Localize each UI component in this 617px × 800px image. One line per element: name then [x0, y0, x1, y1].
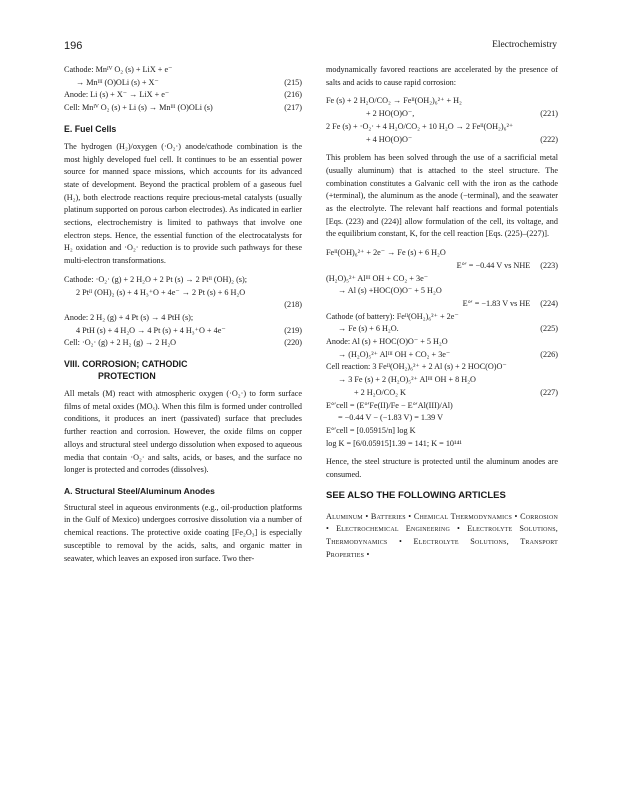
equation-number	[554, 374, 558, 387]
equation-text: + 4 HO(O)O⁻	[366, 134, 413, 144]
equation-text: Cell: Mnᴵⱽ O₂ (s) + Li (s) → Mnᴵᴵᴵ (O)OLi (s)	[64, 103, 213, 113]
equation	[64, 102, 302, 115]
equation	[326, 336, 558, 349]
see-also-link[interactable]: Aluminum	[326, 511, 363, 521]
equation-number: (222)	[540, 134, 558, 144]
equation-number	[554, 400, 558, 413]
see-also-link[interactable]: Corrosion	[520, 511, 559, 521]
equations-223-227	[326, 247, 558, 450]
equations-215-217	[64, 64, 302, 115]
section-heading-corrosion	[64, 358, 302, 382]
equation-number	[298, 64, 302, 77]
equation-number	[298, 274, 302, 287]
bullet-separator: •	[362, 511, 371, 521]
equation	[64, 77, 302, 90]
equation-number: (224)	[540, 298, 558, 308]
equation-text: 2 Ptᴵᴵ (OH)₂ (s) + 4 H₃⁺O + 4e⁻ → 2 Pt (s) + 6 H₂O	[76, 287, 246, 297]
equation	[64, 312, 302, 325]
equation	[326, 438, 558, 451]
bullet-separator: •	[326, 524, 337, 534]
equation-number	[554, 361, 558, 374]
equation-text: E°′ = −1.83 V vs HE	[462, 298, 531, 308]
equation	[64, 89, 302, 102]
paragraph-fuel-cells: The hydrogen (H₂)/oxygen (·O₂·) anode/cathode combination is the most highly developed fuel cell. It continues to be an essential power source for manned space missions, which accounts for its advanced state of development. Beyond the practical problem of a gaseous fuel (H₂), both electrode reactions require precious-metal catalysts (usually platinum supported on porous carbon electrodes). As indicated in earlier sections, electrochemistry is limited to pathways that involve one electron steps. Hence, the essential function of the electrocatalysts for H₂ oxidation and ·O₂· reduction is to provide such pathways for these multi-electron transformations.	[64, 141, 302, 266]
equation-number	[554, 273, 558, 286]
equation-text: → 3 Fe (s) + 2 (H₂O)₅²⁺ Alᴵᴵᴵ OH + 8 H₂O	[338, 375, 476, 385]
equation-number	[554, 247, 558, 260]
equation	[326, 121, 558, 134]
equation-text: (H₂O)₅²⁺ Alᴵᴵᴵ OH + CO₂ + 3e⁻	[326, 273, 429, 283]
equation-number	[554, 425, 558, 438]
equation-number	[554, 285, 558, 298]
equation-text: E°′cell = (E°′Fe(II)/Fe − E°′Al(III)/Al)	[326, 400, 453, 410]
equations-218-220	[64, 274, 302, 350]
equation	[326, 374, 558, 387]
equation-number	[554, 412, 558, 425]
section-heading-corrosion-line2: PROTECTION	[98, 371, 156, 382]
equation-number: (215)	[284, 77, 302, 87]
equation-text: Feᴵᴵ(OH)₆²⁺ + 2e⁻ → Fe (s) + 6 H₂O	[326, 248, 446, 258]
equation-text: + 2 H₂O/CO₂ K	[354, 387, 406, 397]
left-column	[64, 64, 302, 565]
equation-text: → Al (s) +HOC(O)O⁻ + 5 H₂O	[338, 286, 442, 296]
bullet-separator: •	[449, 524, 468, 534]
equation	[326, 285, 558, 298]
see-also-heading: SEE ALSO THE FOLLOWING ARTICLES	[326, 489, 506, 501]
equation-number	[554, 121, 558, 134]
equation-text: 4 PtH (s) + 4 H₂O → 4 Pt (s) + 4 H₃⁺O + 4e⁻	[76, 325, 226, 335]
equation-text: Anode: Li (s) + X⁻ → LiX + e⁻	[64, 90, 170, 100]
section-heading-steel-aluminum: A. Structural Steel/Aluminum Anodes	[64, 485, 215, 496]
right-column	[326, 64, 558, 561]
paragraph-sacrificial-anode: This problem has been solved through the use of a sacrificial metal (usually aluminum) that is attached to the steel structure. The combination constitutes a Galvanic cell with the iron as the cathode (+terminal), the aluminum as the anode (−terminal), and the seawater as the electrolyte. The relevant half reactions and formal potentials [Eqs. (223) and (224)] allow formulation of the cell, its voltage, and the equilibrium constant, K, for the cell reaction [Eqs. (225)–(227)].	[326, 153, 558, 239]
equation-number	[554, 95, 558, 108]
paragraph-corrosion: All metals (M) react with atmospheric oxygen (·O₂·) to form surface films of metal oxides (MOₓ). When this film is formed under controlled conditions, it produces an inert (passivated) surface that precludes further reaction and corrosion. However, the oxide films on copper alloys and structural steel undergo dissolution when exposed to aqueous media that contain ·O₂· and salts, acids, or bases, and the surface no longer is protected and corrodes (dissolves).	[64, 389, 302, 475]
equation	[326, 134, 558, 147]
equation	[326, 387, 558, 400]
equation-text: Cathode (of battery): Feᴵᴵ(OH₂)₆²⁺ + 2e⁻	[326, 311, 459, 321]
equation-number: (221)	[540, 109, 558, 119]
section-heading-corrosion-line1: VIII. CORROSION; CATHODIC	[64, 359, 188, 370]
equation-text: 2 Fe (s) + ·O₂· + 4 H₂O/CO₂ + 10 H₂O → 2 Feᴵᴵ(OH₂)₆²⁺	[326, 121, 514, 131]
equation-text: Cathode: Mnᴵⱽ O₂ (s) + LiX + e⁻	[64, 65, 173, 74]
equation	[326, 247, 558, 260]
paragraph-continuation: modynamically favored reactions are accelerated by the presence of salts and acids to cause rapid corrosion:	[326, 65, 558, 87]
equation-text: E°′ = −0.44 V vs NHE	[456, 260, 531, 270]
equation-number	[554, 336, 558, 349]
equation-number: (218)	[284, 300, 302, 310]
equation-text: → (H₂O)₅²⁺ Alᴵᴵᴵ OH + CO₂ + 3e⁻	[338, 349, 451, 359]
equation	[326, 311, 558, 324]
equation	[64, 274, 302, 287]
equation-number	[298, 312, 302, 325]
equation	[326, 298, 558, 311]
equation-number: (227)	[540, 387, 558, 397]
equation-text: = −0.44 V − (−1.83 V) = 1.39 V	[338, 413, 444, 423]
equation	[326, 425, 558, 438]
equation	[64, 299, 302, 312]
equation-number: (217)	[284, 103, 302, 113]
equation	[326, 273, 558, 286]
equation	[64, 337, 302, 350]
section-heading-fuel-cells: E. Fuel Cells	[64, 123, 117, 134]
bullet-separator: •	[364, 549, 370, 559]
equation-number: (223)	[540, 260, 558, 270]
equation-text: Anode: 2 H₂ (g) + 4 Pt (s) → 4 PtH (s);	[64, 312, 194, 322]
see-also-link[interactable]: Electrolyte Solutions, Thermodynamics	[326, 524, 558, 546]
equation	[326, 412, 558, 425]
running-title: Electrochemistry	[492, 40, 557, 50]
equation-number: (220)	[284, 338, 302, 348]
equation	[64, 287, 302, 300]
equation	[326, 400, 558, 413]
see-also-link[interactable]: Chemical Thermodynamics	[413, 511, 513, 521]
page-number: 196	[64, 40, 83, 52]
equation-text: Anode: Al (s) + HOC(O)O⁻ + 5 H₂O	[326, 337, 448, 347]
equation-number: (225)	[540, 324, 558, 334]
equation-number	[554, 311, 558, 324]
equation-text: log K = [6/0.05915]1.39 = 141; K = 10¹⁴¹	[326, 438, 462, 448]
equation-text: Cell reaction: 3 Feᴵᴵ(OH₂)₆²⁺ + 2 Al (s) + 2 HOC(O)O⁻	[326, 362, 507, 372]
equation	[326, 349, 558, 362]
equation-text: → Fe (s) + 6 H₂O.	[338, 324, 399, 334]
equation-number: (216)	[284, 90, 302, 100]
equation	[326, 108, 558, 121]
see-also-link[interactable]: Electrochemical Engineering	[336, 524, 450, 534]
equation	[326, 95, 558, 108]
equation-number: (219)	[284, 325, 302, 335]
see-also-link[interactable]: Electrolyte Solutions, Transport Properties	[326, 536, 558, 559]
equation-number: (226)	[540, 349, 558, 359]
equation-number	[298, 287, 302, 300]
equation	[64, 325, 302, 338]
equation-number	[554, 438, 558, 451]
equation-text: → Mnᴵᴵᴵ (O)OLi (s) + X⁻	[76, 77, 159, 87]
equation-text: Cathode: ·O₂· (g) + 2 H₂O + 2 Pt (s) → 2 Ptᴵᴵ (OH)₂ (s);	[64, 274, 247, 284]
see-also-link[interactable]: Batteries	[370, 511, 406, 521]
bullet-separator: •	[405, 511, 414, 521]
equation	[326, 260, 558, 273]
equation	[326, 323, 558, 336]
see-also-articles	[326, 511, 558, 562]
equations-221-222	[326, 95, 558, 146]
equation-text: Fe (s) + 2 H₂O/CO₂ → Feᴵᴵ(OH₂)₆²⁺ + H₂	[326, 96, 462, 106]
equation-text: E°′cell = [0.05915/n] log K	[326, 425, 416, 435]
paragraph-structural-steel: Structural steel in aqueous environments (e.g., oil-production platforms in the Gulf of Mexico) undergoes corrosive dissolution via a number of chemical reactions. The protective oxide coating [Fe₂O₃] is especially susceptible to removal by the acids, salts, and organic matter in seawater, which leaves an exposed iron surface. Two ther-	[64, 502, 302, 563]
equation-text: + 2 HO(O)O⁻,	[366, 109, 415, 119]
equation-text: Cell: ·O₂· (g) + 2 H₂ (g) → 2 H₂O	[64, 338, 177, 348]
paragraph-conclusion: Hence, the steel structure is protected until the aluminum anodes are consumed.	[326, 457, 558, 480]
bullet-separator: •	[387, 536, 414, 546]
equation	[326, 361, 558, 374]
bullet-separator: •	[512, 511, 521, 521]
equation	[64, 64, 302, 77]
